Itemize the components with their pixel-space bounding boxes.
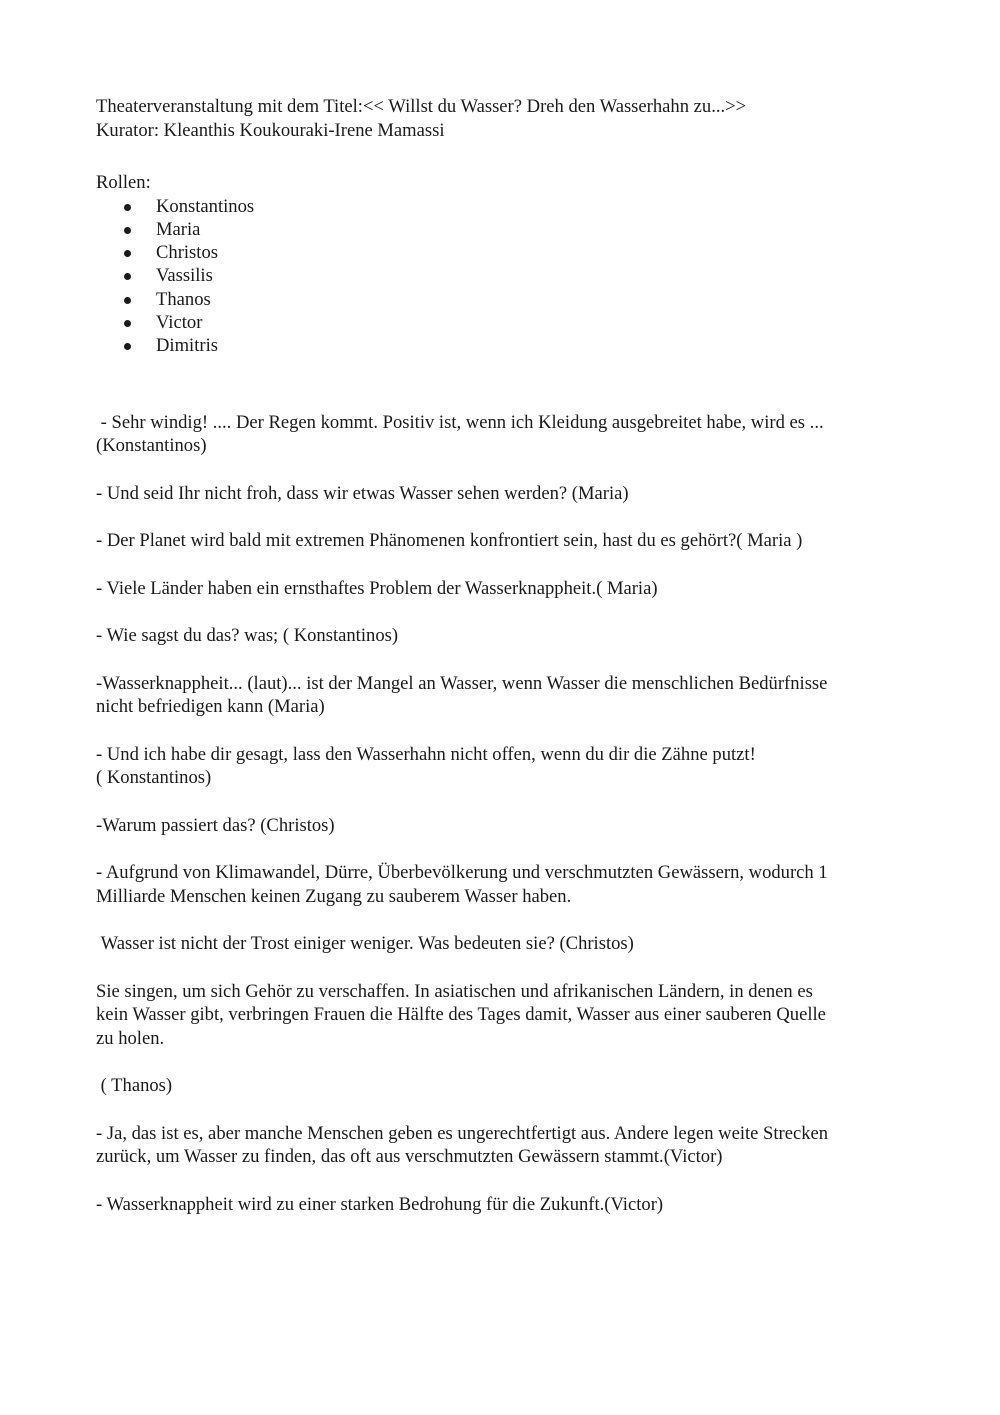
dialogue-line: -Wasserknappheit... (laut)... ist der Mangel an Wasser, wenn Wasser die menschlichen Bedürfnisse nicht befriedigen kann (Maria) <box>96 672 828 718</box>
dialogue-line: - Aufgrund von Klimawandel, Dürre, Überbevölkerung und verschmutzten Gewässern, wodurch 1 Milliarde Menschen keinen Zugang zu sauberem Wasser haben. <box>96 862 828 907</box>
role-item <box>124 311 896 334</box>
dialogue-line: - Ja, das ist es, aber manche Menschen geben es ungerechtfertigt aus. Andere legen weite Strecken zurück, um Wasser zu finden, das oft aus verschmutzten Gewässern stammt.(Victor) <box>96 1122 829 1168</box>
role-item <box>124 264 896 287</box>
dialogue-line: Sie singen, um sich Gehör zu verschaffen. In asiatischen und afrikanischen Ländern, in denen es kein Wasser gibt, verbringen Frauen die Hälfte des Tages damit, Wasser aus einer sauberen Quelle zu holen. <box>96 980 826 1049</box>
role-name: Maria <box>156 218 201 240</box>
dialogue-line: - Wasserknappheit wird zu einer starken Bedrohung für die Zukunft.(Victor) <box>96 1193 664 1215</box>
document-header <box>96 95 896 142</box>
bullet-icon <box>124 250 131 257</box>
bullet-icon <box>124 227 131 234</box>
role-name: Dimitris <box>156 335 218 357</box>
role-item <box>124 288 896 311</box>
bullet-icon <box>124 273 131 280</box>
bullet-icon <box>124 297 131 304</box>
dialogue-line: - Wie sagst du das? was; ( Konstantinos) <box>96 625 399 647</box>
bullet-icon <box>124 343 131 350</box>
curator-line: Kurator: Kleanthis Koukouraki-Irene Mamassi <box>96 119 445 141</box>
role-name: Victor <box>156 311 203 333</box>
role-name: Thanos <box>156 288 211 310</box>
event-title: Theaterveranstaltung mit dem Titel:<< Willst du Wasser? Dreh den Wasserhahn zu...>> <box>96 96 747 117</box>
dialogue-line: - Viele Länder haben ein ernsthaftes Problem der Wasserknappheit.( Maria) <box>96 577 658 599</box>
document-page <box>96 95 896 1240</box>
roles-list <box>96 195 896 358</box>
role-name: Vassilis <box>156 265 213 287</box>
bullet-icon <box>124 204 131 211</box>
dialogue-section <box>96 411 896 1217</box>
dialogue-line: -Warum passiert das? (Christos) <box>96 814 335 836</box>
bullet-icon <box>124 320 131 327</box>
role-item <box>124 218 896 241</box>
dialogue-line: - Sehr windig! .... Der Regen kommt. Positiv ist, wenn ich Kleidung ausgebreitet habe, wird es ... (Konstantinos) <box>96 411 824 457</box>
role-item <box>124 195 896 218</box>
roles-title: Rollen: <box>96 172 151 193</box>
role-name: Christos <box>156 242 218 264</box>
role-item <box>124 241 896 264</box>
dialogue-line: - Und seid Ihr nicht froh, dass wir etwas Wasser sehen werden? (Maria) <box>96 482 629 504</box>
dialogue-line: - Und ich habe dir gesagt, lass den Wasserhahn nicht offen, wenn du dir die Zähne putzt! ( Konstantinos) <box>96 743 756 789</box>
dialogue-line: - Der Planet wird bald mit extremen Phänomenen konfrontiert sein, hast du es gehört?( Maria ) <box>96 530 803 552</box>
role-item <box>124 334 896 357</box>
dialogue-line: Wasser ist nicht der Trost einiger weniger. Was bedeuten sie? (Christos) <box>96 933 634 955</box>
role-name: Konstantinos <box>156 195 255 217</box>
dialogue-line: ( Thanos) <box>96 1075 173 1097</box>
